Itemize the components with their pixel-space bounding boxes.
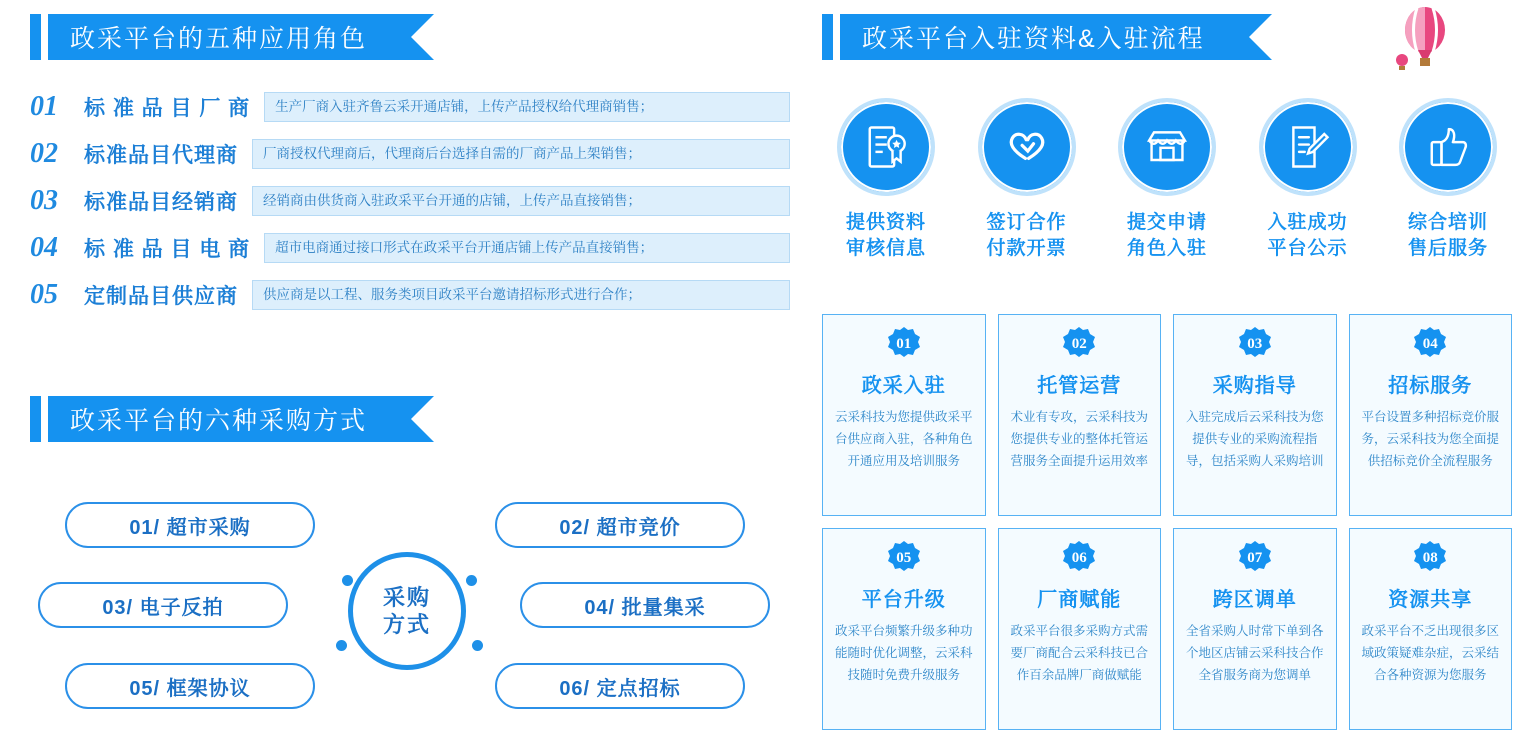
card-text: 入驻完成后云采科技为您提供专业的采购流程指导，包括采购人采购培训: [1185, 410, 1324, 468]
header-accent-bar: [30, 14, 41, 60]
section-header-methods: [30, 396, 411, 442]
card-title: 政采入驻: [861, 375, 946, 397]
role-number: 02: [30, 138, 84, 170]
badge-number: 03: [1238, 327, 1272, 361]
diagram-hub: [348, 552, 466, 670]
hub-line-2: 方式: [382, 612, 431, 637]
method-item-1[interactable]: 01/ 超市采购: [65, 502, 315, 548]
step-label-line2: 平台公示: [1267, 237, 1348, 259]
role-number: 03: [30, 185, 84, 217]
step-label-line1: 提供资料: [845, 212, 926, 233]
card-title: 托管运营: [1037, 375, 1122, 397]
badge-number: 05: [887, 541, 921, 575]
onboarding-steps: [822, 98, 1512, 261]
card-text: 平台设置多种招标竞价服务，云采科技为您全面提供招标竞价全流程服务: [1361, 410, 1499, 468]
badge-number: 01: [887, 327, 921, 361]
card-text: 全省采购人时常下单到各个地区店铺云采科技合作全省服务商为您调单: [1185, 624, 1324, 682]
card-title: 跨区调单: [1212, 589, 1297, 611]
purchase-methods-diagram: [30, 480, 810, 730]
step-label: [986, 210, 1066, 261]
role-description: 厂商授权代理商后，代理商后台选择自需的厂商产品上架销售；: [252, 139, 790, 169]
role-item: [30, 229, 790, 267]
service-card[interactable]: [1173, 528, 1337, 730]
role-name: 定制品目供应商: [84, 285, 238, 308]
step-label-line1: 入驻成功: [1267, 212, 1348, 233]
shop-icon: [1118, 98, 1216, 196]
role-name: 标 准 品 目 电 商: [84, 238, 251, 261]
service-card[interactable]: [998, 528, 1162, 730]
step-label: [846, 210, 926, 261]
role-item: [30, 135, 790, 173]
role-item: [30, 276, 790, 314]
card-title: 平台升级: [861, 589, 946, 611]
roles-list: [30, 88, 790, 323]
service-card[interactable]: [998, 314, 1162, 516]
role-name: 标准品目经销商: [84, 191, 238, 214]
card-text: 云采科技为您提供政采平台供应商入驻，各种角色开通应用及培训服务: [834, 410, 973, 468]
role-number: 05: [30, 279, 84, 311]
card-text: 政采平台频繁升级多种功能随时优化调整，云采科技随时免费升级服务: [834, 624, 973, 682]
role-description: 超市电商通过接口形式在政采平台开通店铺上传产品直接销售；: [264, 233, 790, 263]
section-title-methods: 政采平台的六种采购方式: [48, 396, 411, 442]
card-text: 术业有专攻，云采科技为您提供专业的整体托管运营服务全面提升运用效率: [1010, 410, 1148, 468]
role-name: 标 准 品 目 厂 商: [84, 97, 251, 120]
method-item-2[interactable]: 02/ 超市竞价: [495, 502, 745, 548]
flow-step: [1103, 98, 1231, 261]
badge-number: 06: [1062, 541, 1096, 575]
step-label-line1: 提交申请: [1126, 212, 1207, 233]
badge-number: 02: [1062, 327, 1096, 361]
method-item-4[interactable]: 04/ 批量集采: [520, 582, 770, 628]
hot-air-balloon-icon: [1392, 6, 1452, 78]
connector-dot: [336, 640, 347, 651]
step-label-line2: 审核信息: [845, 237, 926, 259]
flow-step: [822, 98, 950, 261]
hub-line-1: 采购: [382, 584, 431, 610]
badge-number: 08: [1413, 541, 1447, 575]
step-label-line2: 角色入驻: [1126, 237, 1207, 259]
document-edit-icon: [1259, 98, 1357, 196]
role-description: 供应商是以工程、服务类项目政采平台邀请招标形式进行合作；: [252, 280, 790, 310]
card-text: 政采平台不乏出现很多区域政策疑难杂症，云采结合各种资源为您服务: [1361, 624, 1499, 682]
card-title: 采购指导: [1212, 375, 1297, 397]
card-title: 厂商赋能: [1037, 589, 1122, 611]
card-title: 招标服务: [1388, 375, 1473, 397]
certificate-icon: [837, 98, 935, 196]
method-item-5[interactable]: 05/ 框架协议: [65, 663, 315, 709]
role-description: 经销商由供货商入驻政采平台开通的店铺，上传产品直接销售；: [252, 186, 790, 216]
service-cards-grid: [822, 314, 1512, 730]
section-header-roles: [30, 14, 411, 60]
card-text: 政采平台很多采购方式需要厂商配合云采科技已合作百余品牌厂商做赋能: [1010, 624, 1148, 682]
section-header-flow: [822, 14, 1249, 60]
service-card[interactable]: [1173, 314, 1337, 516]
step-label-line2: 付款开票: [986, 237, 1067, 259]
step-label-line1: 综合培训: [1407, 212, 1488, 233]
role-number: 04: [30, 232, 84, 264]
step-label: [1127, 210, 1207, 261]
method-item-3[interactable]: 03/ 电子反拍: [38, 582, 288, 628]
header-accent-bar: [822, 14, 833, 60]
role-name: 标准品目代理商: [84, 144, 238, 167]
step-label: [1267, 210, 1347, 261]
connector-dot: [466, 575, 477, 586]
flow-step: [963, 98, 1091, 261]
badge-number: 04: [1413, 327, 1447, 361]
thumbs-up-icon: [1399, 98, 1497, 196]
role-item: [30, 182, 790, 220]
flow-step: [1384, 98, 1512, 261]
card-title: 资源共享: [1388, 589, 1473, 611]
step-label: [1408, 210, 1488, 261]
section-title-flow: 政采平台入驻资料&入驻流程: [840, 14, 1249, 60]
role-item: [30, 88, 790, 126]
section-title-roles: 政采平台的五种应用角色: [48, 14, 411, 60]
badge-number: 07: [1238, 541, 1272, 575]
connector-dot: [342, 575, 353, 586]
handshake-heart-icon: [978, 98, 1076, 196]
service-card[interactable]: [1349, 528, 1513, 730]
flow-step: [1244, 98, 1372, 261]
step-label-line2: 售后服务: [1407, 237, 1488, 259]
service-card[interactable]: [1349, 314, 1513, 516]
header-accent-bar: [30, 396, 41, 442]
role-number: 01: [30, 91, 84, 123]
connector-dot: [472, 640, 483, 651]
service-card[interactable]: [822, 314, 986, 516]
method-item-6[interactable]: 06/ 定点招标: [495, 663, 745, 709]
step-label-line1: 签订合作: [986, 212, 1067, 233]
service-card[interactable]: [822, 528, 986, 730]
role-description: 生产厂商入驻齐鲁云采开通店铺，上传产品授权给代理商销售；: [264, 92, 790, 122]
